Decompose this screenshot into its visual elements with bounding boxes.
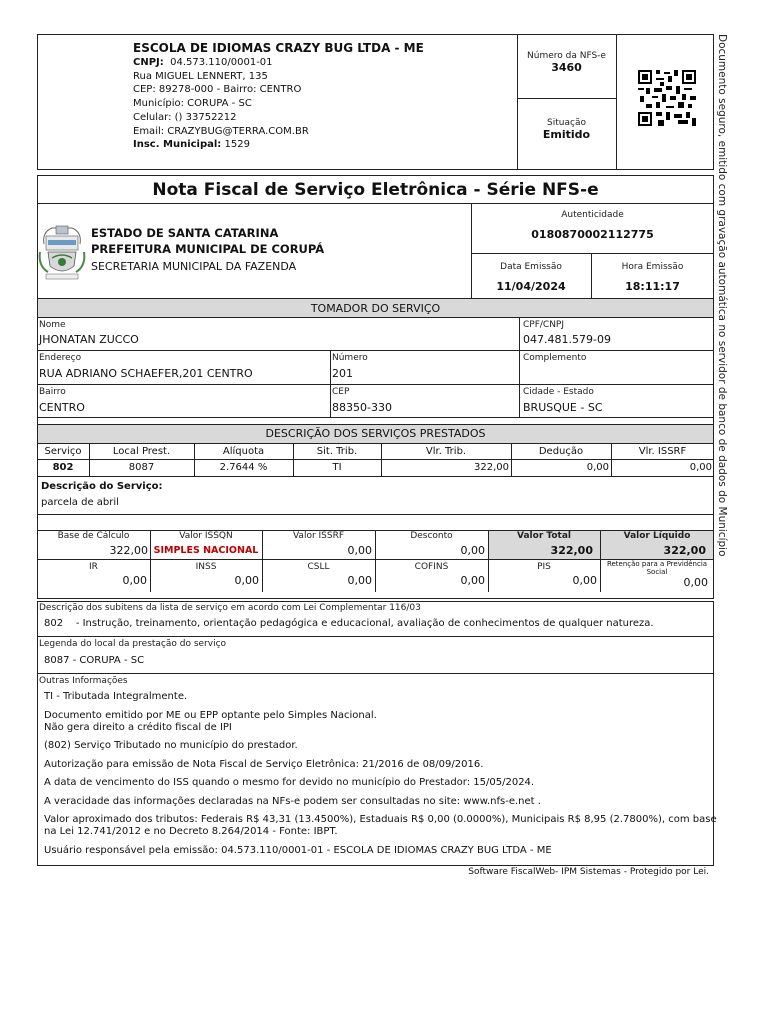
col-aliquota: Alíquota [222,446,265,457]
endereco-label: Endereço [39,353,82,363]
servicos-header: DESCRIÇÃO DOS SERVIÇOS PRESTADOS [265,427,486,440]
outras-label: Outras Informações [39,676,128,686]
liquido-value: 322,00 [663,544,706,557]
bairro-label: Bairro [39,387,66,397]
col-vlr-trib: Vlr. Trib. [425,446,467,457]
cidade-label: Cidade - Estado [523,387,594,397]
issqn-label: Valor ISSQN [179,531,233,541]
subitem-code: 802 [44,618,64,629]
nfse-number-label: Número da NFS-e [527,51,606,61]
numero-label: Número [332,353,368,363]
nome-value: JHONATAN ZUCCO [39,333,139,346]
row-vlr-issrf: 0,00 [689,462,712,473]
autenticidade-label: Autenticidade [561,210,624,220]
provider-email: Email: CRAZYBUG@TERRA.COM.BR [133,126,309,137]
outras-line-7: A veracidade das informações declaradas na NFs-e podem ser consultadas no site: www.nfs-e.net . [44,796,541,807]
qr-code-icon [638,70,696,126]
total-label: Valor Total [517,531,571,541]
ir-label: IR [89,562,98,572]
descricao-label: Descrição do Serviço: [41,481,163,492]
provider-municipio: Município: CORUPA - SC [133,98,252,109]
csll-label: CSLL [307,562,330,572]
secretaria-name: SECRETARIA MUNICIPAL DA FAZENDA [91,260,297,273]
autenticidade-value: 0180870002112775 [531,228,654,241]
descricao-value: parcela de abril [41,497,119,508]
vertical-security-note: Documento seguro, emitido com gravação automática no servidor de banco de dados do Município [716,34,728,557]
outras-line-4: (802) Serviço Tributado no município do prestador. [44,740,298,751]
col-local: Local Prest. [112,446,171,457]
prev-value: 0,00 [683,576,708,589]
liquido-label: Valor Líquido [623,531,691,541]
nome-label: Nome [39,320,66,330]
cnpj-label: CNPJ: [133,57,164,68]
data-emissao: 11/04/2024 [496,280,566,293]
numero-value: 201 [332,367,353,380]
provider-cnpj [133,57,273,68]
provider-insc [133,139,250,150]
hora-emissao: 18:11:17 [625,280,680,293]
outras-line-2: Documento emitido por ME ou EPP optante pelo Simples Nacional. [44,710,377,721]
provider-celular: Celular: () 33752212 [133,112,237,123]
row-local: 8087 [128,462,155,473]
endereco-value: RUA ADRIANO SCHAEFER,201 CENTRO [39,367,253,380]
row-vlr-trib: 322,00 [474,462,509,473]
desconto-label: Desconto [410,531,453,541]
pis-value: 0,00 [572,574,597,587]
issqn-value: SIMPLES NACIONAL [153,545,259,556]
bairro-value: CENTRO [39,401,85,414]
col-deducao: Dedução [538,446,584,457]
prev-label: Retenção para a Previdência Social [606,560,708,576]
outras-line-10: Usuário responsável pela emissão: 04.573.110/0001-01 - ESCOLA DE IDIOMAS CRAZY BUG LTDA - ME [44,845,552,856]
issrf-label: Valor ISSRF [292,531,345,541]
outras-line-1: TI - Tributada Integralmente. [44,691,188,702]
inss-value: 0,00 [234,574,259,587]
base-value: 322,00 [109,544,148,557]
legenda-text: 8087 - CORUPA - SC [44,655,145,666]
cep-value: 88350-330 [332,401,392,414]
cidade-value: BRUSQUE - SC [523,401,603,414]
cpf-value: 047.481.579-09 [523,333,611,346]
coat-of-arms-icon [38,222,86,284]
outras-line-9: na Lei 12.741/2012 e no Decreto 8.264/2014 - Fonte: IBPT. [44,826,338,837]
total-value: 322,00 [550,544,593,557]
row-sit-trib: TI [332,462,342,473]
col-vlr-issrf: Vlr. ISSRF [638,446,687,457]
col-sit-trib: Sit. Trib. [316,446,358,457]
cofins-label: COFINS [414,562,449,572]
subitem-row [44,618,654,629]
prefeitura-name: PREFEITURA MUNICIPAL DE CORUPÁ [91,242,325,256]
outras-line-6: A data de vencimento do ISS quando o mesmo for devido no município do Prestador: 15/05/2024. [44,777,535,788]
cpf-label: CPF/CNPJ [523,320,565,330]
cep-label: CEP [332,387,350,397]
nfse-number: 3460 [551,61,582,74]
document-title: Nota Fiscal de Serviço Eletrônica - Série NFS-e [152,180,599,200]
pis-label: PIS [537,562,551,572]
outras-line-3: Não gera direito a crédito fiscal de IPI [44,722,232,733]
provider-cep: CEP: 89278-000 - Bairro: CENTRO [133,84,302,95]
subitens-label: Descrição dos subitens da lista de serviço em acordo com Lei Complementar 116/03 [39,603,421,613]
desconto-value: 0,00 [460,544,485,557]
row-aliquota: 2.7644 % [219,462,268,473]
row-servico: 802 [52,462,74,473]
complemento-label: Complemento [523,353,587,363]
legenda-label: Legenda do local da prestação do serviço [39,639,227,649]
base-label: Base de Cálculo [57,531,130,541]
provider-name: ESCOLA DE IDIOMAS CRAZY BUG LTDA - ME [133,41,424,55]
outras-line-8: Valor aproximado dos tributos: Federais R$ 43,31 (13.4500%), Estaduais R$ 0,00 (0.0000%), Municipais R$ 8,95 (2.7800%), com base [44,814,717,825]
subitem-text: - Instrução, treinamento, orientação pedagógica e educacional, avaliação de conhecimentos de qualquer natureza. [75,618,654,629]
cofins-value: 0,00 [460,574,485,587]
issrf-value: 0,00 [347,544,372,557]
ir-value: 0,00 [122,574,147,587]
data-emissao-label: Data Emissão [500,262,562,272]
footer-note: Software FiscalWeb- IPM Sistemas - Protegido por Lei. [468,867,709,877]
csll-value: 0,00 [347,574,372,587]
insc-value: 1529 [224,139,250,150]
hora-emissao-label: Hora Emissão [621,262,684,272]
cnpj-value: 04.573.110/0001-01 [170,57,273,68]
situacao-value: Emitido [542,128,591,141]
col-servico: Serviço [44,446,82,457]
insc-label: Insc. Municipal: [133,139,222,150]
tomador-header: TOMADOR DO SERVIÇO [310,302,441,315]
inss-label: INSS [195,562,217,572]
situacao-label: Situação [547,118,586,128]
estado-name: ESTADO DE SANTA CATARINA [91,226,279,240]
outras-line-5: Autorização para emissão de Nota Fiscal de Serviço Eletrônica: 21/2016 de 08/09/2016. [44,759,484,770]
provider-address: Rua MIGUEL LENNERT, 135 [133,71,268,82]
row-deducao: 0,00 [586,462,609,473]
